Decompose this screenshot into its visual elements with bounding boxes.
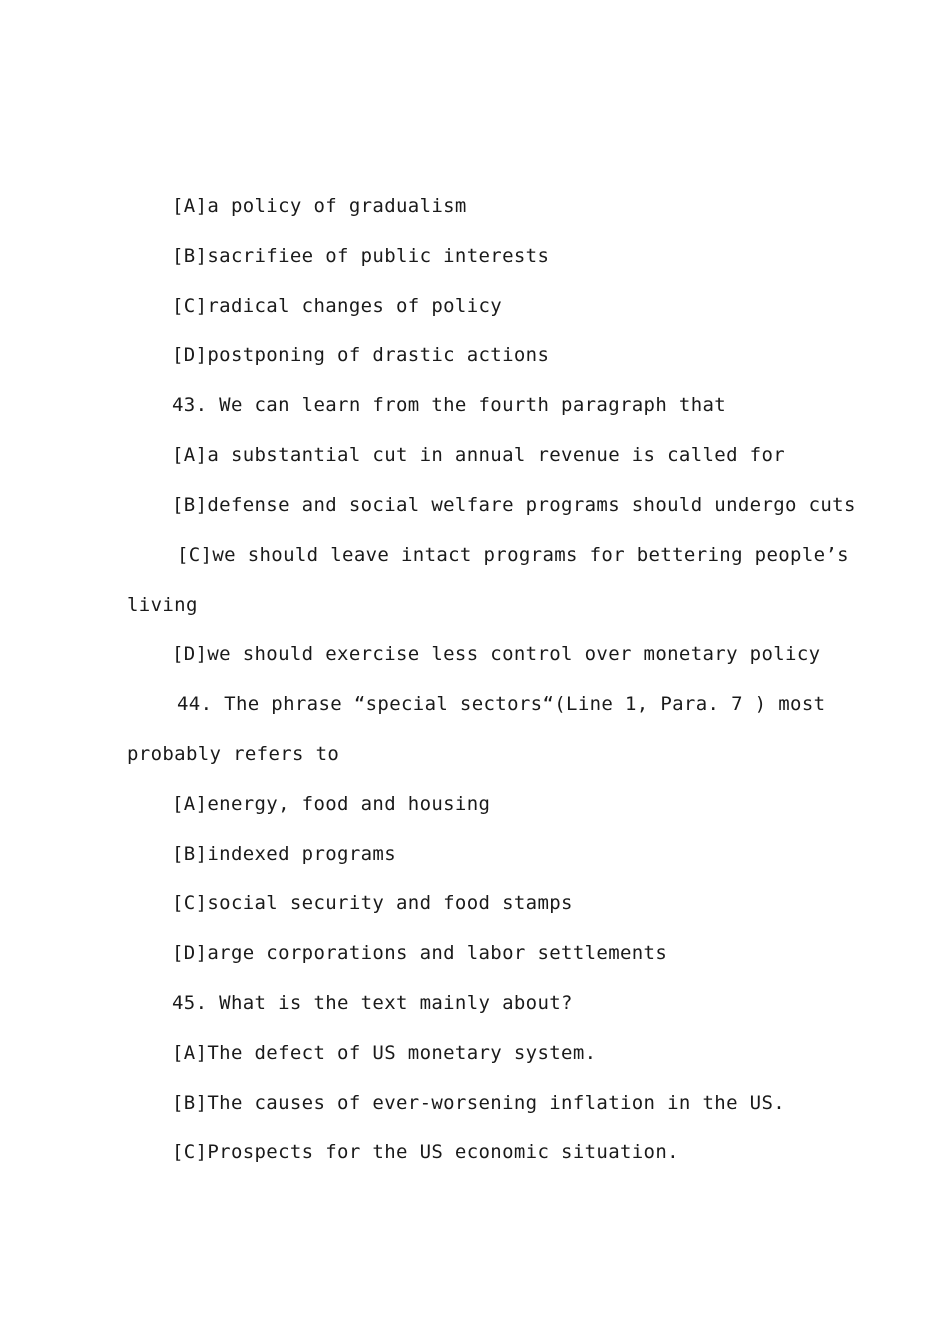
q43-option-b: [B]defense and social welfare programs should undergo cuts — [172, 494, 856, 516]
q44-option-b: [B]indexed programs — [172, 843, 396, 865]
q42-option-b: [B]sacrifiee of public interests — [172, 245, 550, 267]
q44-option-c: [C]social security and food stamps — [172, 892, 573, 914]
q42-option-a: [A]a policy of gradualism — [172, 195, 467, 217]
q44-option-a: [A]energy, food and housing — [172, 793, 491, 815]
q43-stem: 43. We can learn from the fourth paragraph that — [172, 394, 727, 416]
q42-option-c: [C]radical changes of policy — [172, 295, 503, 317]
q44-stem-line2: probably refers to — [127, 743, 340, 765]
q43-option-d: [D]we should exercise less control over monetary policy — [172, 643, 821, 665]
q45-option-a: [A]The defect of US monetary system. — [172, 1042, 597, 1064]
q43-option-c-continued: living — [127, 594, 198, 616]
q45-stem: 45. What is the text mainly about? — [172, 992, 573, 1014]
q43-option-a: [A]a substantial cut in annual revenue is called for — [172, 444, 786, 466]
q43-option-c: [C]we should leave intact programs for bettering people’s — [177, 544, 849, 566]
q42-option-d: [D]postponing of drastic actions — [172, 344, 550, 366]
q45-option-b: [B]The causes of ever-worsening inflation in the US. — [172, 1092, 786, 1114]
q45-option-c: [C]Prospects for the US economic situation. — [172, 1141, 679, 1163]
q44-stem-line1: 44. The phrase “special sectors“(Line 1, Para. 7 ) most — [177, 693, 826, 715]
q44-option-d: [D]arge corporations and labor settlements — [172, 942, 668, 964]
